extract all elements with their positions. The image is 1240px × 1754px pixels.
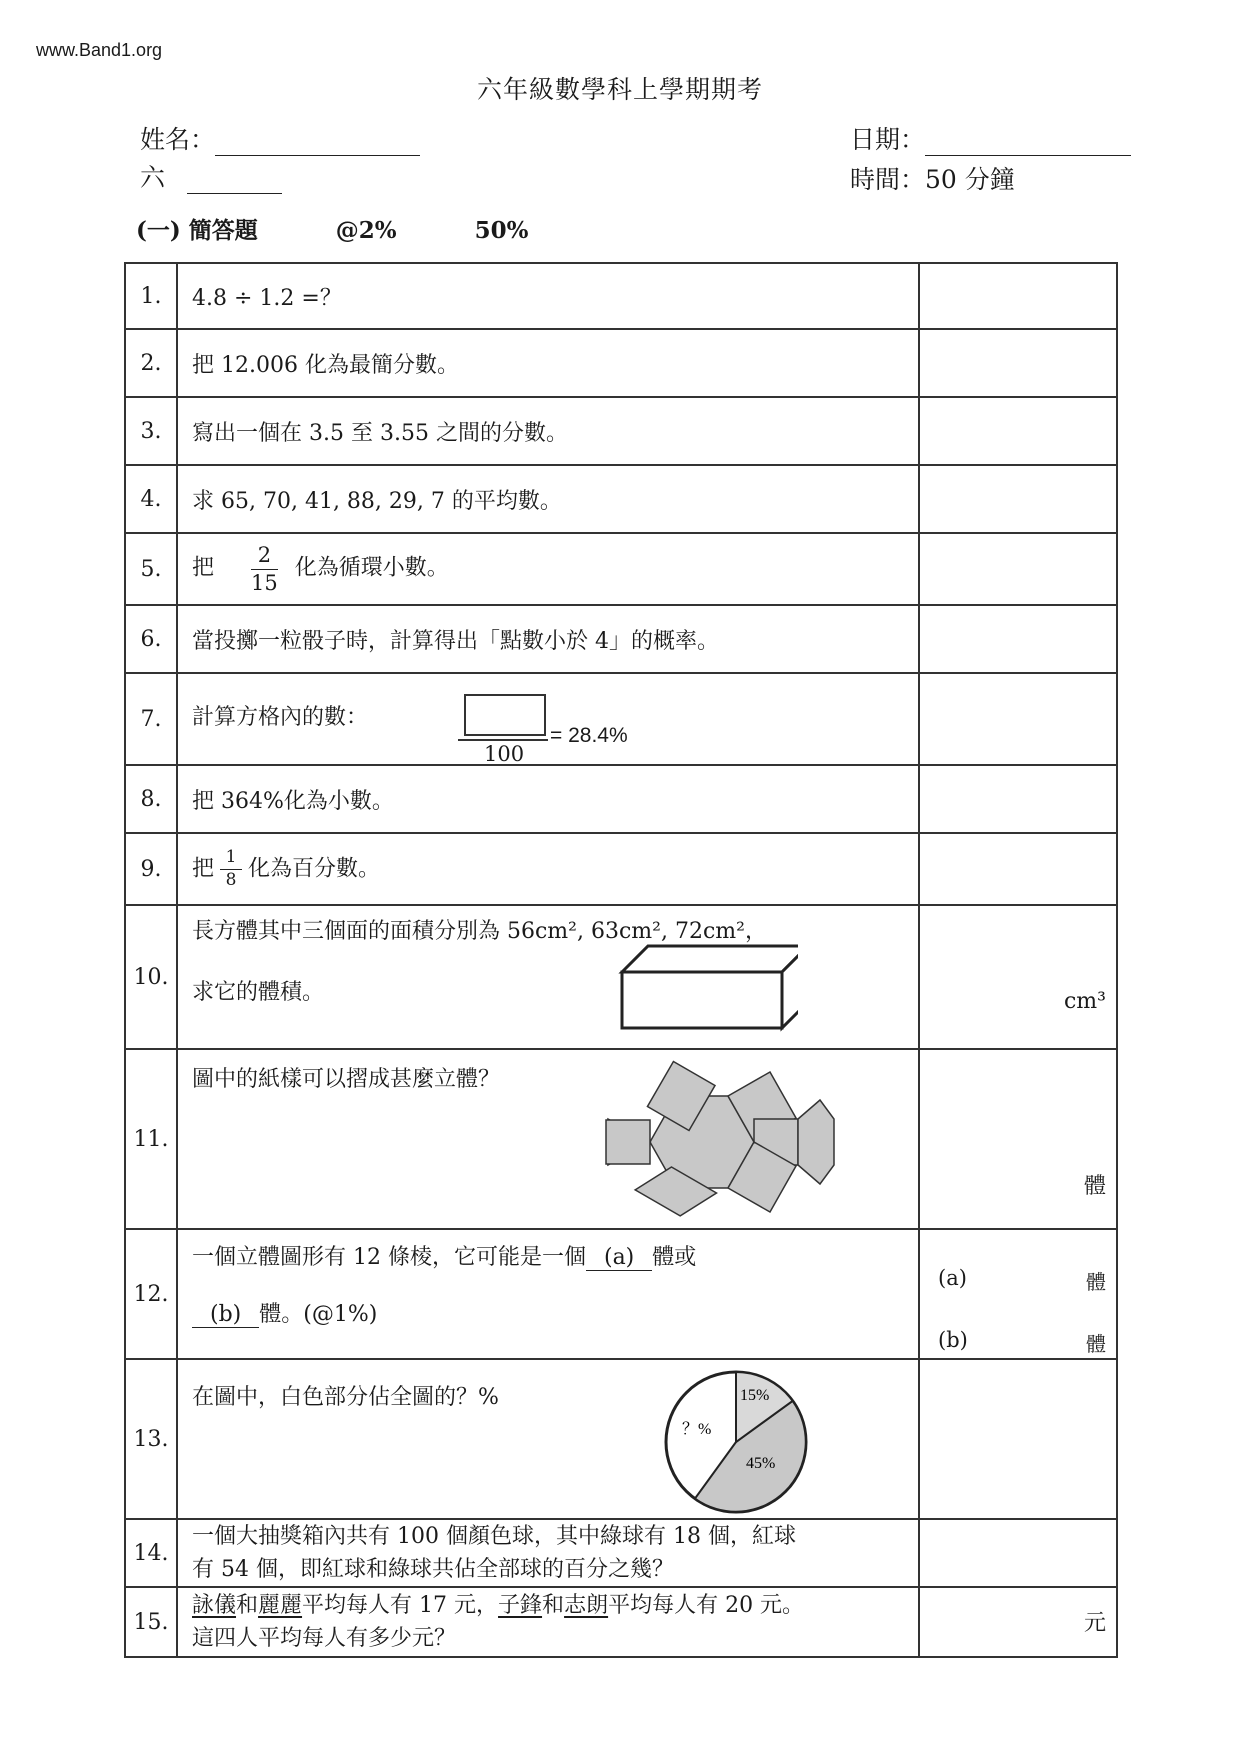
fraction-numerator: 1 <box>225 846 237 867</box>
question-label: 計算方格內的數： <box>192 705 369 730</box>
question-number: 14. <box>125 1519 177 1587</box>
question-row <box>125 833 1117 905</box>
name-blank[interactable] <box>215 129 420 156</box>
question-pre: 把 <box>192 856 215 881</box>
question-number: 8. <box>125 765 177 833</box>
fraction-bar <box>458 739 548 741</box>
net-hexagon-face <box>798 1100 834 1184</box>
class-field[interactable] <box>140 158 282 194</box>
answer-box[interactable] <box>919 905 1117 1049</box>
question-text: 當投擲一粒骰子時，計算得出「點數小於 4」的概率。 <box>177 605 919 673</box>
question-text <box>177 1049 919 1229</box>
answer-a-unit: 體 <box>1086 1270 1106 1294</box>
question-row <box>125 1049 1117 1229</box>
question-text-part: 平均每人有 20 元。 <box>608 1593 805 1618</box>
blank-square[interactable] <box>464 694 546 736</box>
question-text-part: 體。(@1%) <box>259 1302 378 1327</box>
question-line1 <box>192 1240 918 1271</box>
question-number: 1. <box>125 263 177 329</box>
pie-label-45: 45% <box>746 1455 776 1472</box>
section-heading <box>136 212 599 245</box>
blank-a[interactable]: (a) <box>586 1245 652 1271</box>
fraction-bar <box>251 569 278 570</box>
date-blank[interactable] <box>925 129 1131 156</box>
question-number: 9. <box>125 833 177 905</box>
question-post: 化為百分數。 <box>248 856 381 881</box>
question-text: 求 65, 70, 41, 88, 29, 7 的平均數。 <box>177 465 919 533</box>
question-text <box>177 1519 919 1587</box>
name-field[interactable] <box>140 120 420 156</box>
answer-unit: cm³ <box>1063 989 1106 1014</box>
question-number: 3. <box>125 397 177 465</box>
answer-box[interactable] <box>919 1519 1117 1587</box>
question-text: 把 364%化為小數。 <box>177 765 919 833</box>
question-line2: 有 54 個，即紅球和綠球共佔全部球的百分之幾？ <box>192 1557 674 1582</box>
blank-b[interactable]: (b) <box>192 1302 259 1328</box>
net-square-face <box>606 1120 650 1164</box>
question-text <box>177 1229 919 1359</box>
question-number: 10. <box>125 905 177 1049</box>
question-text-part: 一個立體圖形有 12 條棱，它可能是一個 <box>192 1245 586 1270</box>
fraction-denominator: 8 <box>225 869 237 890</box>
question-text-part: 和 <box>236 1593 259 1618</box>
question-row <box>125 1519 1117 1587</box>
answer-box[interactable] <box>919 673 1117 765</box>
cuboid-figure <box>618 942 798 1032</box>
question-text <box>177 833 919 905</box>
question-text: 寫出一個在 3.5 至 3.55 之間的分數。 <box>177 397 919 465</box>
question-text: 把 12.006 化為最簡分數。 <box>177 329 919 397</box>
date-label: 日期： <box>850 125 926 154</box>
answer-box[interactable] <box>919 605 1117 673</box>
time-label: 時間：50 分鐘 <box>850 165 1015 194</box>
question-row <box>125 673 1117 765</box>
question-line1: 一個大抽獎箱內共有 100 個顏色球，其中綠球有 18 個，紅球 <box>192 1524 796 1549</box>
question-text: 4.8 ÷ 1.2 =？ <box>177 263 919 329</box>
date-field[interactable] <box>850 120 1131 156</box>
answer-a-label: (a) <box>938 1266 967 1290</box>
fraction-denominator: 100 <box>484 742 525 766</box>
student-name: 子鋒 <box>498 1593 543 1618</box>
answer-box[interactable] <box>919 1229 1117 1359</box>
fraction-numerator: 2 <box>257 543 272 568</box>
question-text <box>177 673 919 765</box>
question-text-part: 平均每人有 17 元， <box>302 1593 499 1618</box>
question-row <box>125 465 1117 533</box>
question-number: 5. <box>125 533 177 605</box>
answer-b-label: (b) <box>938 1328 968 1352</box>
fraction <box>220 846 242 890</box>
question-line2 <box>192 1297 918 1328</box>
hexagonal-prism-net <box>598 1058 838 1226</box>
student-name: 詠儀 <box>192 1593 237 1618</box>
answer-unit: 元 <box>1083 1611 1106 1636</box>
class-label: 六 <box>140 163 166 192</box>
fraction-denominator: 15 <box>251 570 278 595</box>
answer-box[interactable] <box>919 1049 1117 1229</box>
answer-box[interactable] <box>919 465 1117 533</box>
answer-box[interactable] <box>919 1587 1117 1657</box>
student-name: 麗麗 <box>258 1593 303 1618</box>
question-label: 圖中的紙樣可以摺成甚麼立體？ <box>192 1067 501 1092</box>
question-row <box>125 765 1117 833</box>
question-line1 <box>192 1589 918 1622</box>
question-number: 6. <box>125 605 177 673</box>
question-number: 11. <box>125 1049 177 1229</box>
student-name: 志朗 <box>564 1593 609 1618</box>
answer-unit: 體 <box>1083 1174 1106 1199</box>
answer-box[interactable] <box>919 533 1117 605</box>
question-text <box>177 1587 919 1657</box>
answer-box[interactable] <box>919 833 1117 905</box>
question-text <box>177 533 919 605</box>
cuboid-top <box>622 946 798 972</box>
question-pre: 把 <box>192 556 215 581</box>
question-row <box>125 533 1117 605</box>
question-row <box>125 263 1117 329</box>
name-label: 姓名： <box>140 125 216 154</box>
site-url: www.Band1.org <box>36 40 163 60</box>
question-number: 13. <box>125 1359 177 1519</box>
question-number: 7. <box>125 673 177 765</box>
answer-b-unit: 體 <box>1086 1332 1106 1356</box>
equals-value: = 28.4% <box>550 724 628 747</box>
answer-box[interactable] <box>919 765 1117 833</box>
percent-fraction <box>458 694 628 766</box>
question-row <box>125 605 1117 673</box>
question-row <box>125 905 1117 1049</box>
question-row <box>125 397 1117 465</box>
answer-box[interactable] <box>919 329 1117 397</box>
question-number: 12. <box>125 1229 177 1359</box>
question-line1: 長方體其中三個面的面積分別為 56cm², 63cm², 72cm²， <box>192 919 767 944</box>
question-text <box>177 905 919 1049</box>
question-row <box>125 1587 1117 1657</box>
question-label: 在圖中，白色部分佔全圖的？% <box>192 1385 499 1410</box>
question-row <box>125 329 1117 397</box>
question-number: 2. <box>125 329 177 397</box>
page-title: 六年級數學科上學期期考 <box>476 75 763 104</box>
question-text-part: 和 <box>542 1593 565 1618</box>
section-title: (一) 簡答題 <box>136 217 258 244</box>
question-number: 4. <box>125 465 177 533</box>
pie-label-unknown: ？% <box>682 1421 712 1438</box>
pie-chart <box>662 1368 822 1518</box>
question-number: 15. <box>125 1587 177 1657</box>
question-line2: 這四人平均每人有多少元？ <box>192 1626 457 1651</box>
question-row <box>125 1229 1117 1359</box>
answer-box[interactable] <box>919 1359 1117 1519</box>
answer-box[interactable] <box>919 263 1117 329</box>
question-text <box>177 1359 919 1519</box>
class-blank[interactable] <box>187 167 282 194</box>
question-text-part: 體或 <box>652 1245 697 1270</box>
section-each: @2% <box>335 217 397 244</box>
question-table <box>124 262 1118 1658</box>
answer-box[interactable] <box>919 397 1117 465</box>
fraction <box>251 544 278 593</box>
question-post: 化為循環小數。 <box>294 556 449 581</box>
section-total: 50% <box>474 217 529 244</box>
pie-label-15: 15% <box>740 1387 770 1404</box>
question-row <box>125 1359 1117 1519</box>
cuboid-front <box>622 972 782 1028</box>
question-line2: 求它的體積。 <box>192 980 325 1005</box>
